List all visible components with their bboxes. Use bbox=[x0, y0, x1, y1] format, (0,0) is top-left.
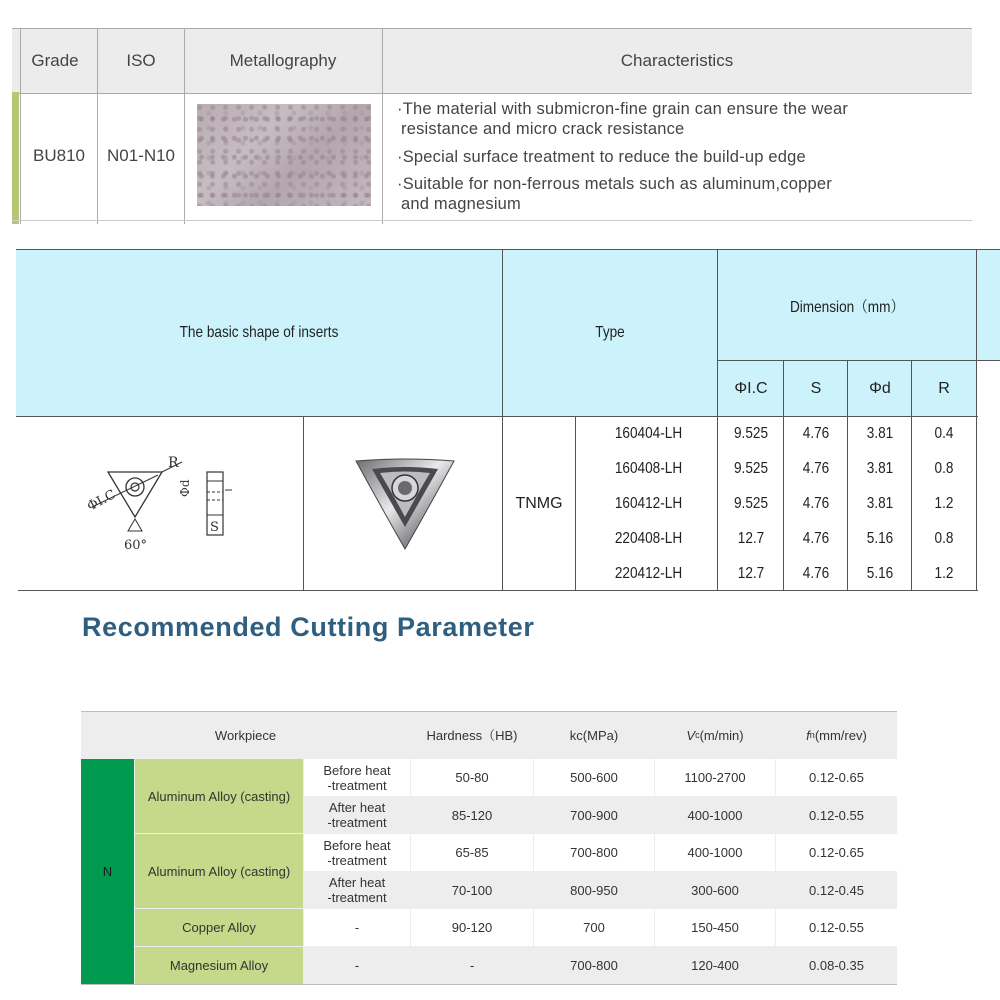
characteristic-line: ·The material with submicron-fine grain can ensure the wear bbox=[397, 100, 849, 118]
condition-cell: - bbox=[304, 909, 410, 946]
material-name: Aluminum Alloy (casting) bbox=[135, 834, 303, 908]
hardness-cell: 90-120 bbox=[411, 909, 533, 946]
row-r: 0.8 bbox=[934, 530, 954, 547]
row-s: 4.76 bbox=[802, 530, 830, 547]
material-name: Aluminum Alloy (casting) bbox=[135, 759, 303, 833]
table-border bbox=[81, 984, 897, 985]
header-fn bbox=[776, 712, 897, 758]
header-metallography: Metallography bbox=[229, 51, 337, 70]
characteristic-line: ·Special surface treatment to reduce the build-up edge bbox=[397, 148, 806, 166]
header-kc: kc(MPa) bbox=[534, 712, 654, 758]
table-line bbox=[783, 360, 784, 591]
table-line bbox=[847, 360, 848, 591]
table-line bbox=[16, 249, 1000, 250]
hardness-cell: - bbox=[411, 947, 533, 984]
header-dim-ic: ΦI.C bbox=[734, 379, 768, 397]
insert-table-header-bg-cut bbox=[976, 250, 1000, 360]
kc-cell: 700-800 bbox=[534, 834, 654, 871]
kc-cell: 800-950 bbox=[534, 872, 654, 908]
insert-shape-diagram bbox=[80, 445, 250, 565]
table-line bbox=[303, 416, 304, 591]
table-line bbox=[18, 590, 978, 591]
fn-cell: 0.12-0.65 bbox=[776, 759, 897, 796]
fn-cell: 0.12-0.55 bbox=[776, 797, 897, 833]
header-characteristics: Characteristics bbox=[620, 51, 734, 70]
kc-cell: 700-900 bbox=[534, 797, 654, 833]
section-title: Recommended Cutting Parameter bbox=[82, 612, 535, 642]
row-s: 4.76 bbox=[802, 565, 830, 582]
characteristic-line: and magnesium bbox=[401, 195, 522, 213]
row-ic: 12.7 bbox=[737, 565, 765, 582]
row-model: 160408-LH bbox=[614, 460, 683, 477]
table-line bbox=[575, 416, 576, 591]
metallography-image bbox=[197, 104, 371, 206]
header-hardness: Hardness（HB) bbox=[411, 712, 533, 758]
ic-label: ΦI.C bbox=[84, 487, 119, 515]
table-border bbox=[81, 711, 897, 712]
row-d: 3.81 bbox=[866, 495, 894, 512]
fn-subscript: n bbox=[809, 729, 815, 740]
table-line bbox=[976, 249, 977, 591]
fn-cell: 0.12-0.55 bbox=[776, 909, 897, 946]
characteristic-line: ·Suitable for non-ferrous metals such as aluminum,copper bbox=[397, 175, 832, 193]
header-dim-s: S bbox=[810, 379, 822, 397]
row-d: 3.81 bbox=[866, 425, 894, 442]
material-name: Copper Alloy bbox=[135, 909, 303, 946]
vc-cell: 400-1000 bbox=[655, 797, 775, 833]
row-ic: 9.525 bbox=[733, 495, 769, 512]
row-d: 5.16 bbox=[866, 565, 894, 582]
r-label: R bbox=[168, 455, 179, 471]
grade-table-header bbox=[12, 28, 972, 94]
fn-cell: 0.12-0.45 bbox=[776, 872, 897, 908]
row-d: 5.16 bbox=[866, 530, 894, 547]
row-s: 4.76 bbox=[802, 425, 830, 442]
vc-symbol: V bbox=[686, 727, 696, 743]
row-s: 4.76 bbox=[802, 495, 830, 512]
row-r: 0.4 bbox=[934, 425, 954, 442]
table-line bbox=[717, 249, 718, 591]
kc-cell: 700 bbox=[534, 909, 654, 946]
row-r: 0.8 bbox=[934, 460, 954, 477]
table-line bbox=[16, 416, 978, 417]
header-dim-r: R bbox=[938, 379, 950, 397]
row-model: 160404-LH bbox=[614, 425, 683, 442]
vc-cell: 300-600 bbox=[655, 872, 775, 908]
type-name: TNMG bbox=[515, 494, 563, 512]
header-workpiece: Workpiece bbox=[81, 712, 410, 758]
row-r: 1.2 bbox=[934, 495, 954, 512]
table-line bbox=[911, 360, 912, 591]
hardness-cell: 70-100 bbox=[411, 872, 533, 908]
grade-value: BU810 bbox=[33, 146, 85, 165]
row-model: 160412-LH bbox=[614, 495, 683, 512]
header-type: Type bbox=[595, 324, 625, 341]
kc-cell: 700-800 bbox=[534, 947, 654, 984]
fn-unit: (mm/rev) bbox=[814, 727, 867, 743]
condition-cell: Before heat -treatment bbox=[304, 759, 410, 796]
fn-cell: 0.08-0.35 bbox=[776, 947, 897, 984]
s-label: S bbox=[210, 520, 219, 535]
hardness-cell: 50-80 bbox=[411, 759, 533, 796]
fn-symbol: f bbox=[806, 727, 810, 743]
row-ic: 9.525 bbox=[733, 460, 769, 477]
row-ic: 9.525 bbox=[733, 425, 769, 442]
characteristic-line: resistance and micro crack resistance bbox=[401, 120, 685, 138]
condition-cell: - bbox=[304, 947, 410, 984]
vc-cell: 400-1000 bbox=[655, 834, 775, 871]
angle-label: 60° bbox=[124, 538, 148, 553]
vc-cell: 120-400 bbox=[655, 947, 775, 984]
header-basic-shape: The basic shape of inserts bbox=[179, 324, 339, 341]
material-name: Magnesium Alloy bbox=[135, 947, 303, 984]
row-model: 220412-LH bbox=[614, 565, 683, 582]
insert-photo bbox=[350, 455, 460, 555]
header-grade: Grade bbox=[31, 51, 79, 70]
condition-cell: After heat -treatment bbox=[304, 872, 410, 908]
header-dim-d: Φd bbox=[869, 379, 891, 397]
row-ic: 12.7 bbox=[737, 530, 765, 547]
vc-subscript: c bbox=[695, 729, 700, 740]
header-dimension: Dimension（mm） bbox=[789, 298, 905, 316]
fn-cell: 0.12-0.65 bbox=[776, 834, 897, 871]
group-label: N bbox=[81, 759, 134, 984]
hardness-cell: 65-85 bbox=[411, 834, 533, 871]
row-s: 4.76 bbox=[802, 460, 830, 477]
row-r: 1.2 bbox=[934, 565, 954, 582]
hardness-cell: 85-120 bbox=[411, 797, 533, 833]
d-label: Φd bbox=[178, 479, 192, 497]
table-line bbox=[718, 360, 1000, 361]
row-model: 220408-LH bbox=[614, 530, 683, 547]
condition-cell: Before heat -treatment bbox=[304, 834, 410, 871]
row-d: 3.81 bbox=[866, 460, 894, 477]
vc-unit: (m/min) bbox=[699, 727, 744, 743]
vc-cell: 150-450 bbox=[655, 909, 775, 946]
vc-cell: 1100-2700 bbox=[655, 759, 775, 796]
condition-cell: After heat -treatment bbox=[304, 797, 410, 833]
header-iso: ISO bbox=[126, 51, 156, 70]
kc-cell: 500-600 bbox=[534, 759, 654, 796]
iso-value: N01-N10 bbox=[106, 146, 176, 165]
header-vc bbox=[655, 712, 775, 758]
